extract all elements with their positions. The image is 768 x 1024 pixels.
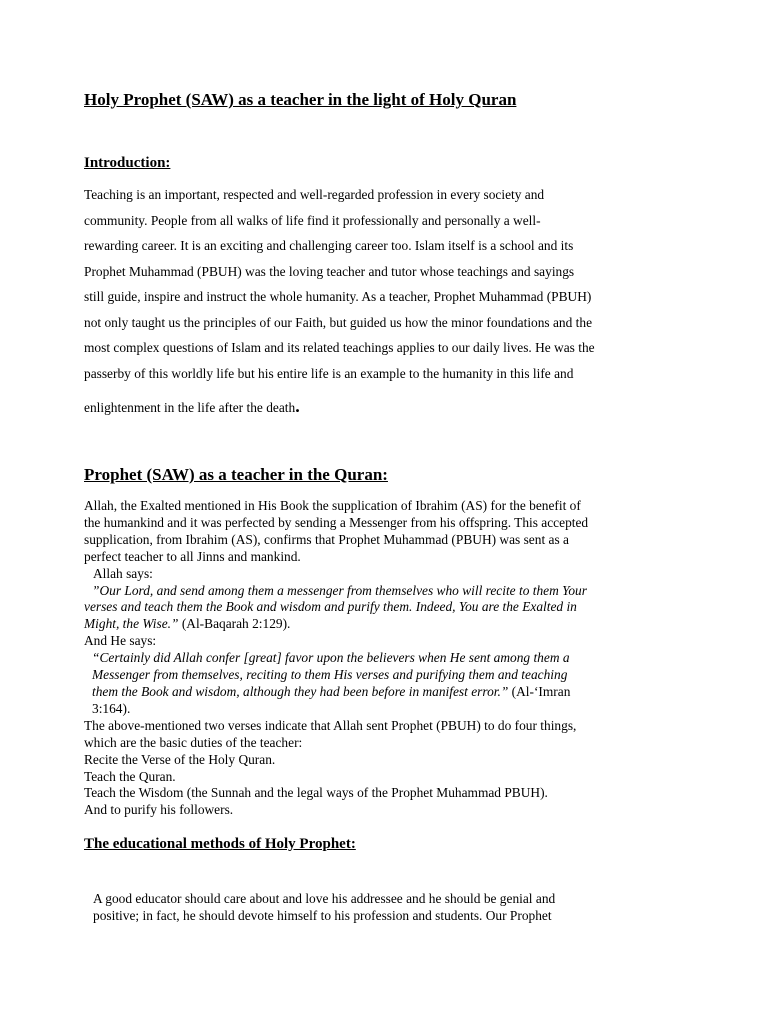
text-line: which are the basic duties of the teacher: — [84, 734, 303, 750]
verse-reference: (Al-Baqarah 2:129). — [178, 616, 291, 632]
text-line-last — [84, 395, 300, 421]
verse-fragment: Might, the Wise.” — [84, 616, 179, 632]
duty-item: Recite the Verse of the Holy Quran. — [84, 751, 276, 767]
methods-section-heading: The educational methods of Holy Prophet: — [84, 836, 356, 852]
text-line: Prophet Muhammad (PBUH) was the loving teacher and tutor whose teachings and sayings — [84, 263, 575, 279]
text-line: rewarding career. It is an exciting and challenging career too. Islam itself is a school and its — [84, 238, 574, 253]
period-mark: . — [295, 396, 300, 416]
text-line: still guide, inspire and instruct the whole humanity. As a teacher, Prophet Muhammad (PBUH) — [84, 289, 592, 304]
verse-line: Messenger from themselves, reciting to them His verses and purifying them and teaching — [92, 667, 568, 683]
duty-item: And to purify his followers. — [84, 802, 234, 818]
text-line: community. People from all walks of life find it professionally and personally a well- — [84, 212, 541, 228]
introduction-paragraph — [84, 182, 684, 421]
text-line: Allah, the Exalted mentioned in His Book the supplication of Ibrahim (AS) for the benefit of — [84, 498, 581, 513]
text-line: the humankind and it was perfected by sending a Messenger from his offspring. This accepted — [84, 514, 589, 530]
verse-line-last — [84, 684, 704, 701]
text-line: passerby of this worldly life but his entire life is an example to the humanity in this life and — [84, 365, 574, 381]
quran-section-heading: Prophet (SAW) as a teacher in the Quran: — [84, 465, 388, 484]
text-line: supplication, from Ibrahim (AS), confirms that Prophet Muhammad (PBUH) was sent as a — [84, 531, 569, 547]
text-line: perfect teacher to all Jinns and mankind. — [84, 548, 301, 564]
text-line: The above-mentioned two verses indicate that Allah sent Prophet (PBUH) to do four things, — [84, 717, 577, 733]
text-line: positive; in fact, he should devote himself to his profession and students. Our Prophet — [93, 908, 552, 923]
verse-line: verses and teach them the Book and wisdom and purify them. Indeed, You are the Exalted in — [84, 599, 577, 615]
text-line: A good educator should care about and love his addressee and he should be genial and — [93, 891, 556, 906]
verse-fragment: them the Book and wisdom, although they had been before in manifest error.” — [92, 683, 509, 699]
document-title: Holy Prophet (SAW) as a teacher in the light of Holy Quran — [84, 90, 517, 109]
verse-reference: (Al-‘Imran — [508, 683, 571, 699]
introduction-heading: Introduction: — [84, 155, 171, 171]
allah-says-label: Allah says: — [93, 565, 153, 581]
methods-section-body — [93, 890, 693, 924]
text-line: Teaching is an important, respected and well-regarded profession in every society and — [84, 187, 545, 202]
verse-line-last — [84, 616, 704, 633]
duty-item: Teach the Quran. — [84, 768, 176, 784]
he-says-label: And He says: — [84, 633, 157, 649]
verse-line: ”Our Lord, and send among them a messenger from themselves who will recite to them Your — [92, 582, 587, 598]
text-line: most complex questions of Islam and its related teachings applies to our daily lives. He was the — [84, 340, 595, 355]
verse-line: “Certainly did Allah confer [great] favor upon the believers when He sent among them a — [92, 650, 570, 666]
text-fragment: enlightenment in the life after the death — [84, 400, 296, 415]
duty-item: Teach the Wisdom (the Sunnah and the legal ways of the Prophet Muhammad PBUH). — [84, 785, 548, 801]
text-line: not only taught us the principles of our Faith, but guided us how the minor foundations and the — [84, 314, 593, 330]
verse-reference-cont: 3:164). — [92, 700, 131, 716]
quran-section-body — [84, 498, 704, 819]
